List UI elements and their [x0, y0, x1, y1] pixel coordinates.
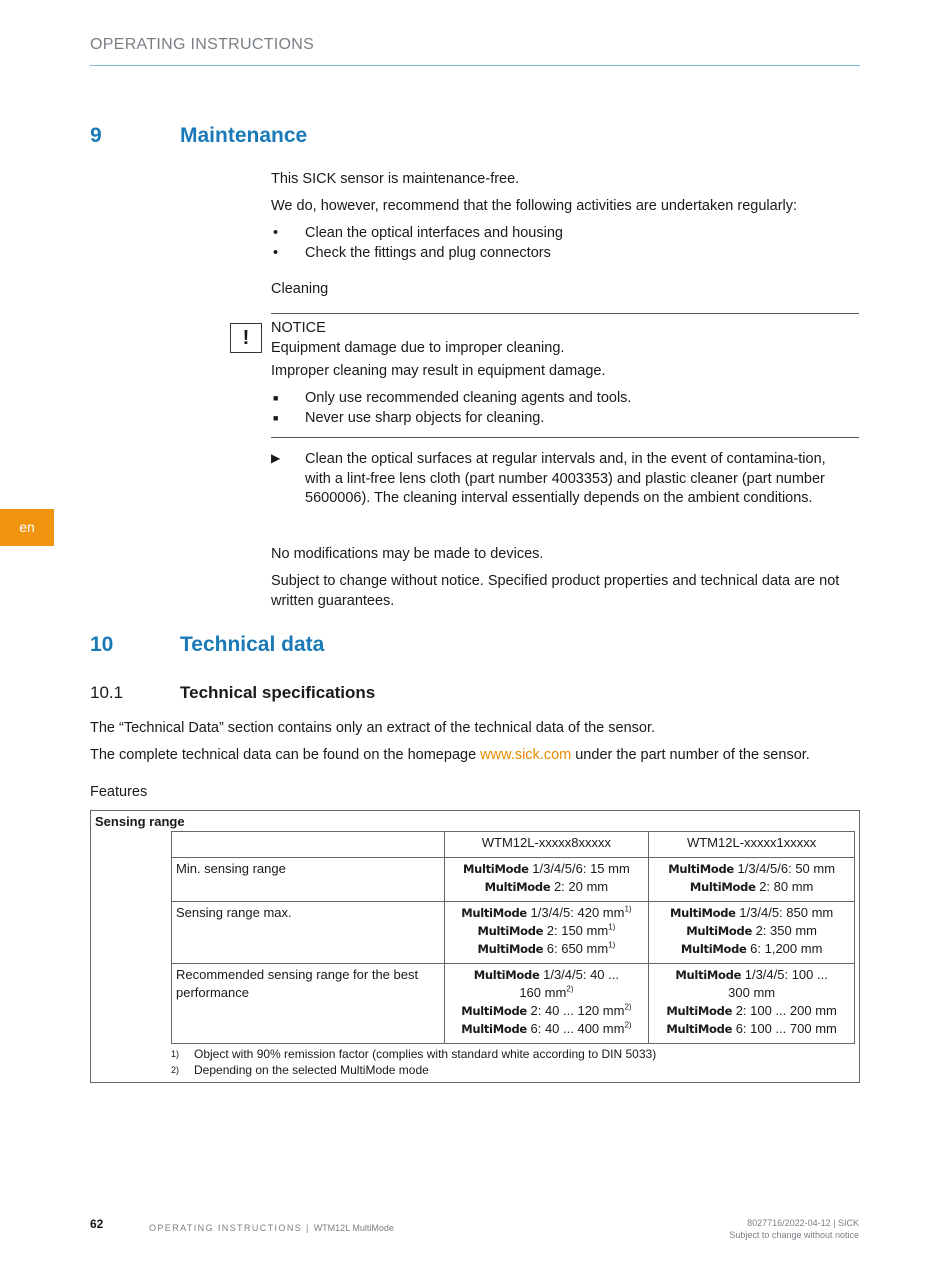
cell-line: [449, 1002, 645, 1020]
multimode-label: MultiMode: [462, 862, 529, 876]
language-tab[interactable]: en: [0, 509, 54, 546]
multimode-label: MultiMode: [668, 862, 734, 876]
list-item: ■ Only use recommended cleaning agents and tools.: [271, 389, 831, 409]
cell-line: [653, 878, 850, 896]
step-arrow-icon: ▶: [271, 451, 281, 465]
notice-title-end: .: [560, 340, 565, 356]
header-rule: [90, 65, 860, 66]
footer-doc: [149, 1218, 394, 1236]
cell-value: 1/3/4/5/6: 15 mm: [528, 861, 630, 876]
cleaning-heading: Cleaning: [271, 281, 329, 297]
table-cell: [649, 902, 855, 964]
section-9-number: 9: [90, 124, 102, 147]
section-10-title: Technical data: [180, 633, 325, 656]
maintenance-free-text: This SICK sensor is maintenance-free.: [271, 171, 520, 187]
cell-value: 1/3/4/5: 100 ... 300 mm: [728, 967, 828, 1000]
table-cell: [649, 964, 855, 1044]
multimode-label: MultiMode: [477, 924, 544, 938]
list-item: • Check the fittings and plug connectors: [271, 244, 831, 264]
footnote-ref: 2): [624, 1020, 632, 1030]
multimode-label: MultiMode: [666, 1004, 733, 1018]
cell-line: [653, 860, 850, 878]
cell-value: 1/3/4/5: 420 mm: [526, 905, 625, 920]
cell-value: 6: 650 mm: [543, 941, 609, 956]
subject-to-change-text: Subject to change without notice. Specified product properties and technical data are not written guarantees.: [271, 573, 840, 609]
exclamation-icon: !: [230, 323, 262, 353]
cell-value: 1/3/4/5/6: 50 mm: [733, 861, 836, 876]
extract-text: The “Technical Data” section contains only an extract of the technical data of the sensor.: [90, 720, 656, 736]
notice-title-text: Equipment damage due to improper cleaning: [271, 340, 561, 356]
cell-value: 2: 40 ... 120 mm: [526, 1003, 625, 1018]
notice-top-rule: [271, 313, 859, 314]
multimode-label: MultiMode: [461, 1004, 527, 1018]
multimode-label: MultiMode: [461, 1022, 527, 1036]
footnote-ref: 1): [608, 922, 616, 932]
row-label: Recommended sensing range for the best performance: [172, 964, 445, 1044]
cell-value: 1/3/4/5: 40 ... 160 mm: [519, 967, 619, 1000]
notice-label: NOTICE: [271, 320, 326, 336]
cell-line: [653, 966, 850, 1002]
row-label: Sensing range max.: [172, 902, 445, 964]
cell-line: [449, 878, 645, 896]
cell-value: 2: 100 ... 200 mm: [732, 1003, 837, 1018]
cell-value: 1/3/4/5: 850 mm: [735, 905, 834, 920]
notice-title: [271, 338, 564, 358]
cell-value: 6: 40 ... 400 mm: [526, 1021, 625, 1036]
footnote-ref: 2): [566, 984, 574, 994]
cell-value: 6: 1,200 mm: [746, 941, 823, 956]
footnote-text: Object with 90% remission factor (complies with standard white according to DIN 5033): [194, 1047, 657, 1061]
cell-value: 2: 150 mm: [543, 923, 609, 938]
section-10-1-number: 10.1: [90, 683, 124, 702]
table-empty-cell: [172, 832, 445, 858]
table-caption: Sensing range: [95, 814, 185, 829]
cell-line: [653, 922, 850, 940]
table-cell: [444, 902, 649, 964]
running-header: OPERATING INSTRUCTIONS: [90, 36, 315, 53]
footnote-mark: 1): [171, 1049, 180, 1059]
multimode-label: MultiMode: [461, 906, 527, 920]
section-10-number: 10: [90, 633, 114, 656]
cell-line: [653, 1020, 850, 1038]
cell-line: [449, 904, 645, 922]
multimode-label: MultiMode: [666, 1022, 733, 1036]
cell-line: [449, 860, 645, 878]
page-number: 62: [90, 1217, 104, 1231]
multimode-label: MultiMode: [484, 880, 551, 894]
column-header: WTM12L-xxxxx8xxxxx: [444, 832, 649, 858]
notice-list: [271, 389, 831, 428]
homepage-text-after: under the part number of the sensor.: [571, 747, 810, 763]
table-row: [172, 858, 855, 902]
footer-product: WTM12L MultiMode: [313, 1223, 394, 1233]
cell-line: [653, 904, 850, 922]
table-cell: [444, 858, 649, 902]
cell-value: 2: 80 mm: [755, 879, 814, 894]
recommend-text: We do, however, recommend that the following activities are undertaken regularly:: [271, 198, 798, 214]
table-row: [172, 964, 855, 1044]
cleaning-step-text: Clean the optical surfaces at regular intervals and, in the event of contamina-tion, with a lint-free lens cloth (part number 4003353) and plastic cleaner (part number 5600006). The cleaning interval essentially depends on the ambient conditions.: [305, 451, 826, 506]
homepage-text-before: The complete technical data can be found on the homepage: [90, 747, 481, 763]
row-label: Min. sensing range: [172, 858, 445, 902]
section-9-title: Maintenance: [180, 124, 308, 147]
no-modifications-text: No modifications may be made to devices.: [271, 546, 544, 562]
table-header-row: [172, 832, 855, 858]
cell-line: [653, 1002, 850, 1020]
footnote-ref: 1): [624, 904, 632, 914]
footer-docnum: 8027716/2022-04-12 | SICK: [747, 1218, 859, 1228]
sick-link[interactable]: www.sick.com: [480, 747, 572, 763]
sensing-range-table: [171, 831, 855, 1044]
table-row: [172, 902, 855, 964]
cell-value: 2: 350 mm: [751, 923, 817, 938]
section-10-1-title: Technical specifications: [180, 683, 376, 702]
footer-separator: |: [302, 1223, 314, 1233]
notice-bottom-rule: [271, 437, 859, 438]
list-item: • Clean the optical interfaces and housing: [271, 224, 831, 244]
activities-list: [271, 224, 831, 263]
cell-value: 2: 20 mm: [550, 879, 609, 894]
cell-line: [449, 940, 645, 958]
multimode-label: MultiMode: [477, 942, 544, 956]
footer-notice: Subject to change without notice: [729, 1230, 859, 1240]
cell-line: [449, 966, 645, 1002]
multimode-label: MultiMode: [680, 942, 747, 956]
footnote-ref: 1): [608, 940, 616, 950]
table-cell: [649, 858, 855, 902]
notice-text: Improper cleaning may result in equipment damage.: [271, 363, 606, 379]
features-heading: Features: [90, 784, 148, 800]
footer-doc-title: OPERATING INSTRUCTIONS: [149, 1223, 303, 1233]
cell-line: [449, 922, 645, 940]
cell-line: [449, 1020, 645, 1038]
cell-line: [653, 940, 850, 958]
footnote-ref: 2): [624, 1002, 632, 1012]
multimode-label: MultiMode: [473, 968, 540, 982]
column-header: WTM12L-xxxxx1xxxxx: [649, 832, 855, 858]
table-cell: [444, 964, 649, 1044]
multimode-label: MultiMode: [669, 906, 736, 920]
homepage-text: [90, 745, 810, 765]
multimode-label: MultiMode: [689, 880, 756, 894]
multimode-label: MultiMode: [675, 968, 742, 982]
multimode-label: MultiMode: [686, 924, 752, 938]
footnote-mark: 2): [171, 1065, 180, 1075]
list-item: ■ Never use sharp objects for cleaning.: [271, 409, 831, 429]
cell-value: 6: 100 ... 700 mm: [732, 1021, 837, 1036]
footnote-text: Depending on the selected MultiMode mode: [194, 1063, 429, 1077]
